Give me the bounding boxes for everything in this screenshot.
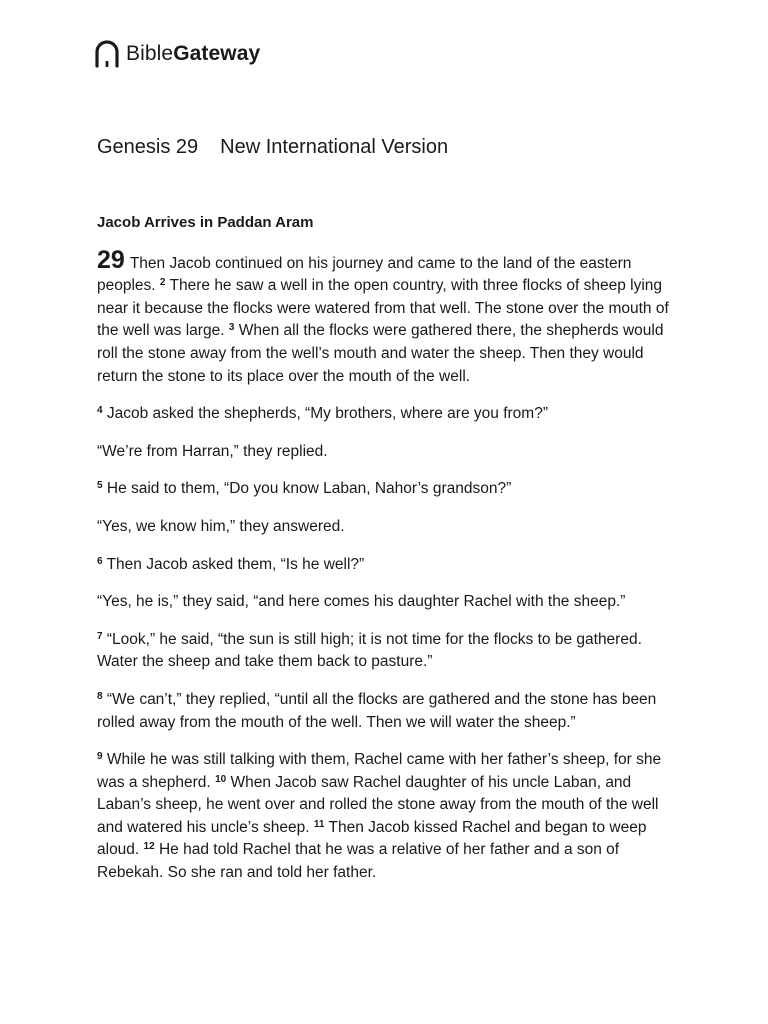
verse-number: 12 — [143, 841, 155, 853]
verse-text: “Look,” he said, “the sun is still high; it is not time for the flocks to be gathered. Water the sheep and take them back to pasture.” — [97, 630, 642, 671]
verse-number: 4 — [97, 405, 103, 417]
verse-paragraph — [97, 629, 675, 674]
verse-text: Then Jacob asked them, “Is he well?” — [106, 555, 365, 573]
logo-wordmark — [126, 42, 260, 66]
verse-text: Jacob asked the shepherds, “My brothers, where are you from?” — [106, 405, 548, 423]
verse-number: 8 — [97, 690, 103, 702]
verse-paragraph — [97, 245, 675, 389]
verse-text: “We can’t,” they replied, “until all the flocks are gathered and the stone has been rolled away from the mouth of the well. Then we will water the sheep.” — [97, 690, 657, 731]
verse-text: Then Jacob continued on his journey and came to the land of the eastern peoples. — [97, 254, 632, 295]
verse-number: 5 — [97, 480, 103, 492]
verse-text: He had told Rachel that he was a relative of her father and a son of Rebekah. So she ran and told her father. — [97, 841, 620, 882]
verse-text: He said to them, “Do you know Laban, Nahor’s grandson?” — [106, 480, 512, 498]
verse-number: 3 — [228, 322, 235, 334]
chapter-number: 29 — [97, 245, 125, 274]
verse-number: 10 — [215, 773, 227, 785]
verse-text: There he saw a well in the open country, with three flocks of sheep lying near it because the flocks were watered from that well. The stone over the mouth of the well was large. — [97, 277, 669, 340]
passage-title — [97, 136, 448, 159]
verse-text: “Yes, he is,” they said, “and here comes his daughter Rachel with the sheep.” — [97, 593, 626, 611]
verse-paragraph — [97, 554, 675, 577]
verse-paragraph — [97, 591, 675, 614]
verse-text: While he was still talking with them, Rachel came with her father’s sheep, for she was a shepherd. — [97, 751, 662, 791]
verse-text: Then Jacob kissed Rachel and began to weep aloud. — [97, 818, 647, 859]
passage-reference: Genesis 29 — [97, 136, 199, 158]
verse-paragraph — [97, 689, 675, 734]
verse-number: 11 — [313, 818, 325, 830]
verse-text: When all the flocks were gathered there, the shepherds would roll the stone away from the well’s mouth and water the sheep. Then they would return the stone to its place over the mouth of the well. — [97, 322, 664, 385]
logo-text-bible: Bible — [126, 42, 174, 65]
verse-number: 9 — [97, 751, 103, 763]
biblegateway-logo[interactable] — [92, 37, 260, 71]
verse-paragraph — [97, 478, 675, 501]
logo-text-gateway: Gateway — [173, 42, 261, 65]
verse-number: 2 — [159, 277, 166, 289]
verse-paragraph — [97, 441, 675, 464]
passage-text — [97, 212, 675, 900]
verse-number: 6 — [97, 555, 103, 567]
verse-paragraph — [97, 403, 675, 426]
verse-text: “Yes, we know him,” they answered. — [97, 517, 345, 535]
biblegateway-logo-icon — [92, 37, 122, 71]
section-heading: Jacob Arrives in Paddan Aram — [97, 214, 314, 231]
verse-number: 7 — [97, 630, 103, 642]
verse-paragraph — [97, 516, 675, 539]
verse-text: “We’re from Harran,” they replied. — [97, 442, 328, 460]
verse-paragraph — [97, 749, 675, 885]
passage-version: New International Version — [220, 136, 449, 158]
verse-text: When Jacob saw Rachel daughter of his uncle Laban, and Laban’s sheep, he went over and rolled the stone away from the mouth of the well and watered his uncle’s sheep. — [97, 773, 659, 836]
